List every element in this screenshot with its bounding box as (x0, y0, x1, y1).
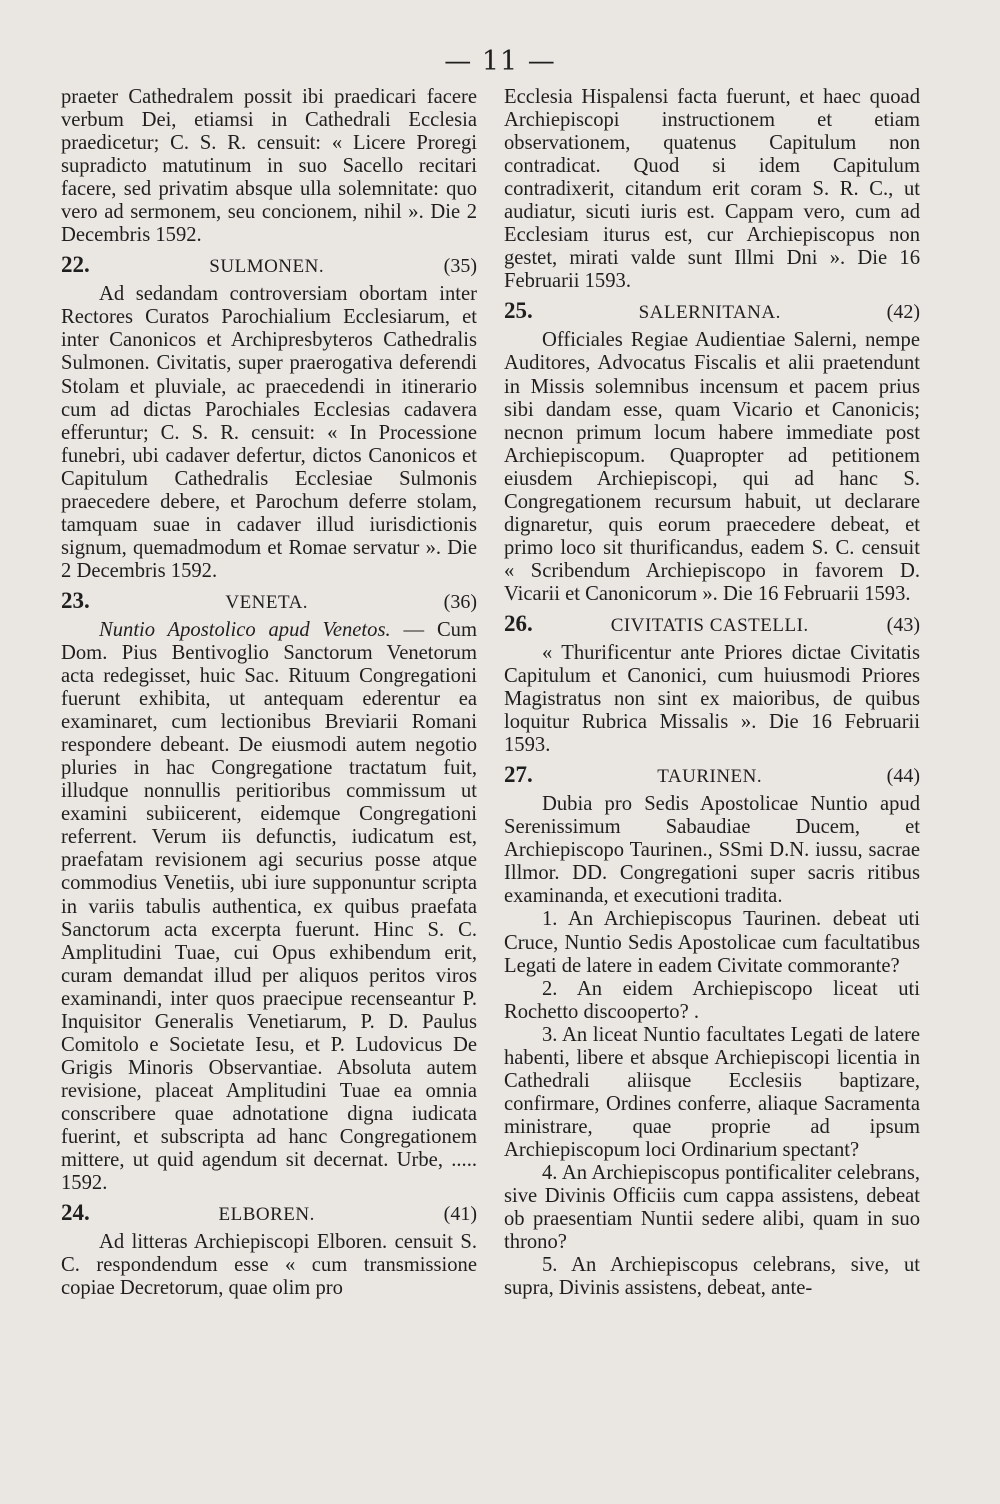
entry-23-addressee: Nuntio Apostolico apud Venetos. (99, 618, 391, 641)
entry-title: ELBOREN. (218, 1204, 315, 1226)
entry-title: TAURINEN. (657, 766, 763, 788)
entry-reference: (44) (886, 765, 920, 788)
entry-number: 26. (504, 610, 533, 636)
entry-reference: (42) (886, 301, 920, 324)
entry-23-heading (61, 589, 477, 615)
entry-reference: (36) (443, 590, 477, 613)
entry-reference: (41) (443, 1203, 477, 1226)
entry-24-heading (61, 1201, 477, 1227)
entry-title: SULMONEN. (209, 256, 325, 278)
entry-title: CIVITATIS CASTELLI. (610, 614, 809, 636)
dubium-2: 2. An eidem Archiepiscopo liceat uti Rochetto discooperto? . (504, 977, 920, 1023)
page-number: — 11 — (444, 46, 556, 77)
entry-title: VENETA. (225, 591, 309, 613)
entry-25-text: Officiales Regiae Audientiae Salerni, nempe Auditores, Advocatus Fiscalis et alii praetendunt in Missis solemnibus incensum et pacem prius sibi dandam esse, quam Vicario et Canonicis; necnon primum locum habere immediate post Archiepiscopum. Quapropter ad petitionem eiusdem Archiepiscopi, qui ad hanc S. Congregationem recursum habuit, ut declarare dignaretur, quis eorum praecedere debeat, et primo loco sit thurificandus, eadem S. C. censuit « Scribendum Archiepiscopo in favorem D. Vicarii et Canonicorum ». Die 16 Februarii 1593. (504, 329, 920, 605)
entry-25-heading (504, 299, 920, 325)
entry-reference: (43) (886, 613, 920, 636)
entry-number: 22. (61, 252, 90, 278)
entry-22-heading (61, 253, 477, 279)
continued-paragraph: praeter Cathedralem possit ibi praedicari facere verbum Dei, etiamsi in Cathedrali Ecclesia praedicetur; C. S. R. censuit: « Licere Proregi supradicto matutinum in suo Sacello recitari facere, sed privatim absque ulla solemnitate: quo vero ad sermonem, seu concionem, nihil ». Die 2 Decembris 1592. (61, 86, 477, 247)
entry-26-heading (504, 612, 920, 638)
entry-26-text: « Thurificentur ante Priores dictae Civitatis Capitulum et Canonici, cum huiusmodi Priores Magistratus non sint ex maioribus, de quibus loquitur Rubrica Missalis ». Die 16 Februarii 1593. (504, 641, 920, 757)
entry-27-heading (504, 763, 920, 789)
entry-27-text: Dubia pro Sedis Apostolicae Nuntio apud Serenissimum Sabaudiae Ducem, et Archiepiscopo Taurinen., SSmi D.N. iussu, sacrae Illmor. DD. Congregationi super sacris ritibus examinanda, et executioni tradita. (504, 793, 920, 908)
entry-23-body: — Cum Dom. Pius Bentivoglio Sanctorum Venetorum acta redegisset, huic Sac. Rituum Congregationi fuerunt exhibita, ut antequam ederentur ea examinaret, cum lectionibus Breviarii Romani respondere debeant. De eiusmodi autem negotio pluries in hac Congregatione tractatum fuit, illudque nonnullis peritioribus commissum ut examini subiicerent, eidemque Congregationi referrent. Verum iis defunctis, iudicatum est, praefatam revisionem agi securius posse atque commodius Venetiis, ubi iure supponuntur scripta in variis tabulis authentica, ex quibus praefata Sanctorum acta excerpta fuerunt. Hinc S. C. Amplitudini Tuae, cui Opus exhibendum erit, curam demandat illud per aliquos peritos viros examinandi, inter quos praecipue recenseantur P. Inquisitor Generalis Venetiarum, P. D. Paulus Comitolo e Societate Iesu, et P. Ludovicus De Grigis Minoris Observantiae. Absoluta autem revisione, placeat Amplitudini Tuae ea omnia conscribere quae adnotatione digna iudicata fuerint, et subscripta ad hanc Congregationem mittere, ut quid agendum sit decernat. Urbe, ..... 1592. (61, 618, 477, 1195)
continued-paragraph: Ecclesia Hispalensi facta fuerunt, et haec quoad Archiepiscopi instructionem et etiam observationem, quatenus Capitulum non contradicat. Quod si idem Capitulum contradixerit, citandum erit coram S. R. C., ut audiatur, sicuti iuris est. Cappam vero, cum ad Ecclesiam iturus est, cur Archiepiscopus non gestet, mirati valde sunt Illmi Dni ». Die 16 Februarii 1593. (504, 86, 920, 293)
entry-22-text: Ad sedandam controversiam obortam inter Rectores Curatos Parochialium Ecclesiarum, et inter Canonicos et Archipresbyteros Cathedralis Sulmonen. Civitatis, super praerogativa deferendi Stolam et pluviale, ac praecedendi in itinerario cum ad dictas Parochiales Ecclesias cadavera efferuntur; C. S. R. censuit: « In Processione funebri, ubi cadaver defertur, dictos Canonicos et Capitulum Cathedralis Ecclesiae Sulmonis praecedere debere, et Parochum deferre stolam, tamquam suae in cadaver illud iurisdictionis signum, quemadmodum et Romae servatur ». Die 2 Decembris 1592. (61, 283, 477, 582)
dubium-1: 1. An Archiepiscopus Taurinen. debeat uti Cruce, Nuntio Sedis Apostolicae cum facultatibus Legati de latere in eadem Civitate commorante? (504, 908, 920, 977)
entry-reference: (35) (443, 255, 477, 278)
entry-24-text: Ad litteras Archiepiscopi Elboren. censuit S. C. respondendum esse « cum transmissione copiae Decretorum, quae olim pro (61, 1231, 477, 1300)
dubium-4: 4. An Archiepiscopus pontificaliter celebrans, sive Divinis Officiis cum cappa assistens, debeat ob praesentiam Nuntii sedere alibi, quam in suo throno? (504, 1161, 920, 1254)
dubium-3: 3. An liceat Nuntio facultates Legati de latere habenti, libere et absque Archiepiscopi licentia in Cathedrali aliisque Ecclesiis baptizare, confirmare, Ordines conferre, aliaque Sacramenta ministrare, quae proprie ad ipsum Archiepiscopum loci Ordinarium spectant? (504, 1023, 920, 1161)
entry-23-text (61, 619, 477, 1195)
entry-number: 24. (61, 1200, 90, 1226)
entry-number: 25. (504, 298, 533, 324)
left-column (61, 86, 477, 1300)
entry-number: 23. (61, 587, 90, 613)
right-column (504, 86, 920, 1300)
dubium-5: 5. An Archiepiscopus celebrans, sive, ut supra, Divinis assistens, debeat, ante- (504, 1254, 920, 1300)
entry-number: 27. (504, 762, 533, 788)
entry-title: SALERNITANA. (638, 302, 781, 324)
